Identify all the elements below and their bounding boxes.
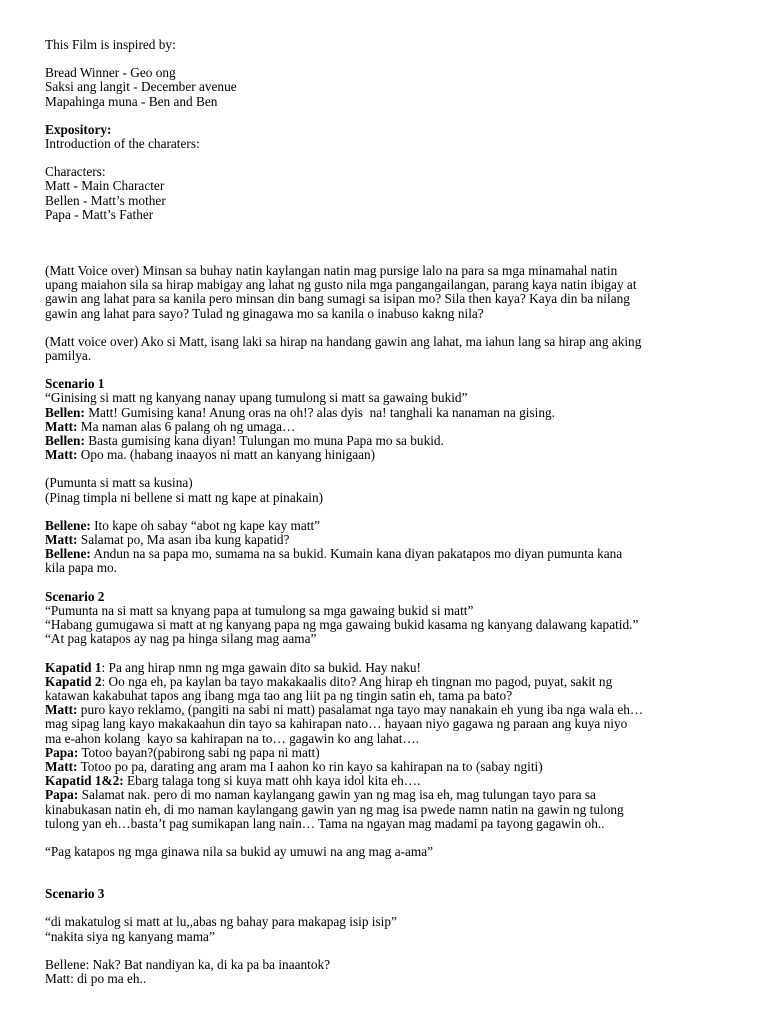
voiceover-line: (Matt Voice over) Minsan sa buhay natin kaylangan natin mag pursige lalo na para sa mga minamahal natin (45, 263, 618, 279)
scenario-note: “Habang gumugawa si matt at ng kanyang papa ng mga gawaing bukid kasama ng kanyang dalawang kapatid.” (45, 617, 639, 633)
voiceover-line: (Matt voice over) Ako si Matt, isang laki sa hirap na handang gawin ang lahat, ma iahun lang sa hirap ang aking (45, 333, 642, 349)
voiceover-line: upang maiahon sila sa hirap mabigay ang lahat ng gusto nila mga pangangailangan, parang kaya natin ibigay at (45, 277, 637, 293)
scenario-2-title: Scenario 2 (45, 588, 105, 604)
dialog-line: mag sipag lang kayo makakaahun din tayo sa kahirapan nato… hayaan niyo gagawa ng paraan ang kuya niyo (45, 716, 628, 732)
inspiration-item: Bread Winner - Geo ong (45, 65, 176, 81)
voiceover-line: gawin ang lahat para sa kanila pero minsan din bang sumagi sa isipan mo? Sila then kaya? Kaya din ba nilang (45, 291, 630, 307)
expository-text: Introduction of the charaters: (45, 136, 200, 152)
character-item: Papa - Matt’s Father (45, 206, 154, 222)
characters-label: Characters: (45, 164, 106, 180)
voiceover-line: gawin ang lahat para sayo? Tulad ng ginagawa mo sa kanila o inabuso kakng nila? (45, 305, 484, 321)
dialog-line: Matt: Salamat po, Ma asan iba kung kapatid? (45, 532, 290, 548)
dialog-line: Kapatid 1&2: Ebarg talaga tong si kuya matt ohh kaya idol kita eh…. (45, 773, 421, 789)
expository-label: Expository: (45, 121, 112, 137)
dialog-line: Bellen: Matt! Gumising kana! Anung oras na oh!? alas dyis na! tanghali ka nanaman na gising. (45, 404, 555, 420)
character-item: Matt - Main Character (45, 178, 165, 194)
dialog-line: Matt: Totoo po pa, darating ang aram ma I aahon ko rin kayo sa kahirapan na to (sabay ngiti) (45, 758, 543, 774)
dialog-line: Kapatid 2: Oo nga eh, pa kaylan ba tayo makakaalis dito? Ang hirap eh tingnan mo pagod, puyat, sakit ng (45, 673, 613, 689)
inspired-heading: This Film is inspired by: (45, 37, 176, 52)
scenario-note: “di makatulog si matt at lu,,abas ng bahay para makapag isip isip” (45, 914, 397, 930)
dialog-line: kinabukasan natin eh, di mo naman kaylangang gawin yan ng mag isa pwede namn natin na gawin ng tulong (45, 801, 624, 817)
voiceover-line: pamilya. (45, 348, 92, 364)
dialog-line: Bellene: Ito kape oh sabay “abot ng kape kay matt” (45, 517, 321, 533)
inspiration-item: Mapahinga muna - Ben and Ben (45, 93, 218, 109)
dialog-line: Papa: Salamat nak. pero di mo naman kaylangang gawin yan ng mag isa eh, mag tulungan tayo para sa (45, 787, 596, 803)
scenario-closing: “Pag katapos ng mga ginawa nila sa bukid ay umuwi na ang mag a-ama” (45, 843, 434, 859)
scenario-note: “Ginising si matt ng kanyang nanay upang tumulong si matt sa gawaing bukid” (45, 390, 468, 406)
dialog-line: Matt: Ma naman alas 6 palang oh ng umaga… (45, 418, 296, 434)
scenario-note: “At pag katapos ay nag pa hinga silang mag aama” (45, 631, 317, 647)
dialog-line: tulong yan eh…basta’t pag sumikapan lang nain… Tama na ngayan mag madami pa tayong gagawin oh.. (45, 815, 605, 831)
scenario-3-title: Scenario 3 (45, 886, 105, 902)
action-line: (Pinag timpla ni bellene si matt ng kape at pinakain) (45, 489, 324, 505)
dialog-line: Kapatid 1: Pa ang hirap nmn ng mga gawain dito sa bukid. Hay naku! (45, 659, 421, 675)
dialog-line: Matt: di po ma eh.. (45, 970, 147, 986)
scenario-note: “Pumunta na si matt sa knyang papa at tumulong sa mga gawaing bukid si matt” (45, 602, 474, 618)
scenario-note: “nakita siya ng kanyang mama” (45, 928, 215, 944)
dialog-line: katawan kakabuhat tapos ang ibang mga tao ang liit pa ng tingin satin eh, tama pa bato? (45, 687, 513, 703)
character-item: Bellen - Matt’s mother (45, 192, 166, 208)
action-line: (Pumunta si matt sa kusina) (45, 475, 193, 491)
dialog-line: Papa: Totoo bayan?(pabirong sabi ng papa ni matt) (45, 744, 320, 760)
dialog-line: Bellene: Andun na sa papa mo, sumama na sa bukid. Kumain kana diyan pakatapos mo diyan pumunta kana (45, 546, 623, 562)
dialog-line: ma e-ahon kolang kayo sa kahirapan na to… gagawin ko ang lahat…. (45, 730, 420, 746)
scenario-1-title: Scenario 1 (45, 376, 105, 392)
dialog-line: Matt: puro kayo reklamo, (pangiti na sabi ni matt) pasalamat nga tayo may nanakain eh yung iba nga wala eh… (45, 702, 644, 718)
dialog-line: Matt: Opo ma. (habang inaayos ni matt an kanyang hinigaan) (45, 447, 376, 463)
inspiration-item: Saksi ang langit - December avenue (45, 79, 237, 95)
dialog-line-cont: kila papa mo. (45, 560, 118, 576)
dialog-line: Bellen: Basta gumising kana diyan! Tulungan mo muna Papa mo sa bukid. (45, 433, 444, 449)
dialog-line: Bellene: Nak? Bat nandiyan ka, di ka pa ba inaantok? (45, 956, 331, 972)
